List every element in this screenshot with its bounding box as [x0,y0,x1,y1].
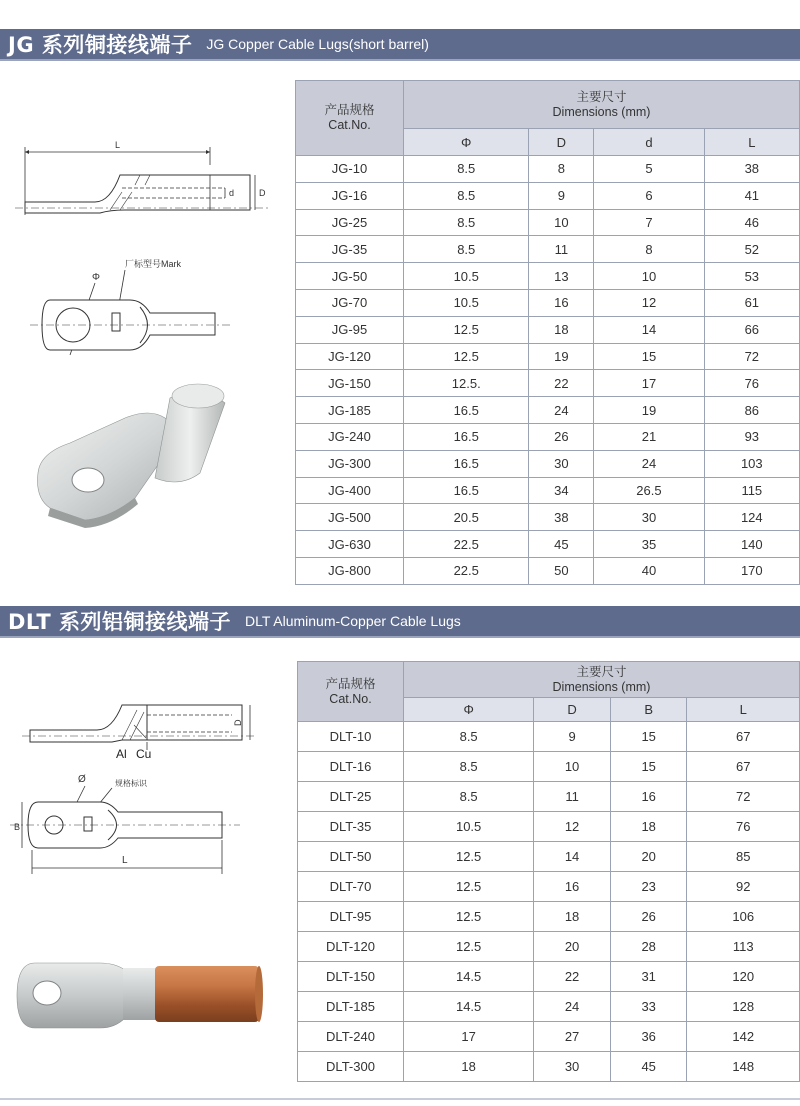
jg-cell-c4: 124 [704,504,799,531]
dlt-lug-photo [15,948,270,1038]
jg-cell-c1: 16.5 [404,397,529,424]
dlt-table-row [298,722,800,752]
dlt-cell-c1: 12.5 [404,902,534,932]
jg-table-row [296,531,800,558]
dlt-cell-c4: 113 [687,932,800,962]
dlt-col-L: L [687,698,800,722]
dlt-cell-c4: 142 [687,1022,800,1052]
jg-cell-c1: 16.5 [404,423,529,450]
jg-side-d-label: d [229,188,235,198]
dlt-cell-c4: 148 [687,1052,800,1082]
jg-cell-c4: 115 [704,477,799,504]
jg-cell-cat: JG-240 [296,423,404,450]
jg-cell-c2: 11 [529,236,594,263]
dlt-cell-c1: 12.5 [404,872,534,902]
jg-table-row [296,236,800,263]
jg-col-D: D [529,129,594,156]
dlt-cell-c1: 8.5 [404,752,534,782]
jg-cell-c2: 24 [529,397,594,424]
jg-cell-c1: 16.5 [404,450,529,477]
jg-cell-c2: 16 [529,289,594,316]
dlt-cell-c3: 26 [610,902,687,932]
jg-cell-c2: 18 [529,316,594,343]
jg-cell-cat: JG-70 [296,289,404,316]
jg-cell-cat: JG-300 [296,450,404,477]
jg-cell-c3: 7 [594,209,704,236]
dlt-cell-cat: DLT-300 [298,1052,404,1082]
jg-cell-c4: 41 [704,182,799,209]
page-bottom-rule [0,1098,800,1100]
jg-table-row [296,504,800,531]
jg-cell-cat: JG-630 [296,531,404,558]
dlt-table-row [298,782,800,812]
dlt-dim-header: 主要尺寸 Dimensions (mm) [404,662,800,698]
dlt-cell-c1: 17 [404,1022,534,1052]
jg-table-row [296,450,800,477]
jg-cell-c3: 8 [594,236,704,263]
dlt-title-en: DLT Aluminum-Copper Cable Lugs [244,613,461,629]
jg-cell-c4: 66 [704,316,799,343]
dlt-cell-cat: DLT-35 [298,812,404,842]
jg-cell-c4: 103 [704,450,799,477]
dlt-cell-c3: 31 [610,962,687,992]
jg-cell-cat: JG-16 [296,182,404,209]
jg-cell-c4: 46 [704,209,799,236]
jg-cell-c1: 12.5 [404,316,529,343]
dlt-cell-c4: 128 [687,992,800,1022]
jg-cell-c4: 86 [704,397,799,424]
jg-cell-c3: 6 [594,182,704,209]
jg-cell-c3: 35 [594,531,704,558]
jg-dim-header: 主要尺寸 Dimensions (mm) [404,81,800,129]
jg-cell-cat: JG-185 [296,397,404,424]
jg-cell-c3: 5 [594,156,704,183]
jg-phi-label: Φ [92,272,100,283]
dlt-al-label: Al [116,747,127,761]
jg-mark-label: 厂标型号Mark [125,259,181,269]
jg-side-D-label: D [259,188,266,198]
jg-cell-cat: JG-50 [296,263,404,290]
dlt-cell-cat: DLT-150 [298,962,404,992]
dlt-cell-c2: 18 [534,902,611,932]
jg-cell-cat: JG-500 [296,504,404,531]
jg-cell-c2: 38 [529,504,594,531]
jg-cell-c2: 13 [529,263,594,290]
jg-cell-cat: JG-120 [296,343,404,370]
jg-cell-c4: 170 [704,557,799,584]
dlt-cell-c2: 14 [534,842,611,872]
jg-cell-c4: 61 [704,289,799,316]
jg-table-row [296,557,800,584]
dlt-cell-c4: 85 [687,842,800,872]
jg-cell-c4: 93 [704,423,799,450]
jg-cell-c4: 76 [704,370,799,397]
dlt-cell-cat: DLT-10 [298,722,404,752]
jg-cell-c2: 34 [529,477,594,504]
jg-cell-cat: JG-10 [296,156,404,183]
dlt-cell-c3: 28 [610,932,687,962]
jg-table-row [296,343,800,370]
jg-cell-c3: 17 [594,370,704,397]
jg-spec-table [295,80,800,585]
dlt-col-phi: Φ [404,698,534,722]
dlt-cell-c3: 33 [610,992,687,1022]
dlt-mark-label: 规格标识 [115,779,147,788]
dlt-cell-cat: DLT-120 [298,932,404,962]
jg-cell-c3: 14 [594,316,704,343]
jg-cell-c2: 50 [529,557,594,584]
dlt-cell-c2: 9 [534,722,611,752]
jg-cell-c2: 30 [529,450,594,477]
jg-cell-c1: 22.5 [404,557,529,584]
dlt-cell-c3: 23 [610,872,687,902]
dlt-cell-c4: 106 [687,902,800,932]
jg-side-L-label: L [115,140,121,150]
jg-col-d: d [594,129,704,156]
dlt-title-cn: DLT 系列铝铜接线端子 [8,610,231,634]
jg-table-row [296,477,800,504]
jg-cell-c3: 26.5 [594,477,704,504]
dlt-cell-c4: 67 [687,722,800,752]
jg-table-row [296,263,800,290]
dlt-cell-c2: 24 [534,992,611,1022]
jg-cell-c1: 8.5 [404,209,529,236]
jg-title-en: JG Copper Cable Lugs(short barrel) [206,36,429,52]
dlt-cell-c1: 12.5 [404,842,534,872]
dlt-col-B: B [610,698,687,722]
jg-cell-c3: 19 [594,397,704,424]
jg-col-L: L [704,129,799,156]
dlt-cell-c3: 45 [610,1052,687,1082]
dlt-cell-cat: DLT-240 [298,1022,404,1052]
jg-cell-c3: 12 [594,289,704,316]
jg-cell-c1: 16.5 [404,477,529,504]
jg-cell-c1: 20.5 [404,504,529,531]
dlt-col-D: D [534,698,611,722]
jg-cell-c1: 12.5. [404,370,529,397]
jg-cell-c3: 40 [594,557,704,584]
jg-cell-c2: 10 [529,209,594,236]
jg-cell-cat: JG-25 [296,209,404,236]
jg-side-view-drawing [10,130,280,230]
dlt-top-view-drawing [10,770,250,880]
jg-cell-c2: 26 [529,423,594,450]
jg-table-row [296,397,800,424]
jg-table-row [296,289,800,316]
dlt-cell-cat: DLT-70 [298,872,404,902]
jg-cell-c1: 22.5 [404,531,529,558]
jg-cell-c3: 24 [594,450,704,477]
dlt-cell-c1: 8.5 [404,782,534,812]
jg-cell-c4: 53 [704,263,799,290]
dlt-table-row [298,752,800,782]
dlt-cell-c1: 14.5 [404,992,534,1022]
dlt-cell-c3: 16 [610,782,687,812]
dlt-table-row [298,1052,800,1082]
dlt-cell-c4: 120 [687,962,800,992]
jg-cell-c1: 8.5 [404,182,529,209]
dlt-phi-label: Ø [78,774,86,785]
dlt-cell-c2: 22 [534,962,611,992]
dlt-cell-c1: 12.5 [404,932,534,962]
dlt-table-row [298,962,800,992]
dlt-cell-c2: 16 [534,872,611,902]
dlt-section-header [0,606,800,638]
dlt-cell-c4: 67 [687,752,800,782]
dlt-cat-header: 产品规格 Cat.No. [298,662,404,722]
jg-top-view-drawing [30,255,260,365]
dlt-cell-cat: DLT-50 [298,842,404,872]
jg-cell-c2: 9 [529,182,594,209]
jg-table-row [296,156,800,183]
dlt-cell-c2: 10 [534,752,611,782]
jg-cell-c3: 15 [594,343,704,370]
dlt-cell-cat: DLT-25 [298,782,404,812]
jg-cell-c1: 8.5 [404,236,529,263]
dlt-cell-c4: 72 [687,782,800,812]
dlt-table-row [298,842,800,872]
dlt-cell-c1: 8.5 [404,722,534,752]
dlt-cell-c4: 92 [687,872,800,902]
dlt-cell-c2: 11 [534,782,611,812]
jg-cell-cat: JG-400 [296,477,404,504]
jg-cell-cat: JG-800 [296,557,404,584]
dlt-B-label: B [14,822,21,832]
dlt-table-row [298,812,800,842]
jg-cell-c4: 38 [704,156,799,183]
dlt-table-row [298,932,800,962]
jg-title-cn: JG 系列铜接线端子 [8,33,193,57]
dlt-cu-label: Cu [136,747,152,761]
jg-cell-c4: 140 [704,531,799,558]
jg-cell-c1: 8.5 [404,156,529,183]
dlt-cell-c2: 27 [534,1022,611,1052]
jg-cell-c2: 8 [529,156,594,183]
dlt-side-view-drawing [22,690,262,765]
jg-cell-c2: 22 [529,370,594,397]
jg-cell-c2: 45 [529,531,594,558]
jg-section-header [0,29,800,61]
dlt-cell-c1: 14.5 [404,962,534,992]
dlt-cell-c3: 18 [610,812,687,842]
jg-cell-c1: 10.5 [404,263,529,290]
jg-cell-cat: JG-150 [296,370,404,397]
dlt-cell-c1: 10.5 [404,812,534,842]
dlt-table-row [298,1022,800,1052]
dlt-spec-table [297,661,800,1082]
jg-table-row [296,370,800,397]
jg-cell-cat: JG-35 [296,236,404,263]
jg-cell-c3: 21 [594,423,704,450]
dlt-cell-c3: 20 [610,842,687,872]
jg-cell-c4: 52 [704,236,799,263]
jg-table-row [296,182,800,209]
dlt-cell-c4: 76 [687,812,800,842]
dlt-side-D-label: D [233,719,243,726]
dlt-cell-cat: DLT-95 [298,902,404,932]
jg-cell-c1: 12.5 [404,343,529,370]
dlt-table-row [298,902,800,932]
jg-cell-c3: 30 [594,504,704,531]
jg-cat-header: 产品规格 Cat.No. [296,81,404,156]
jg-cell-cat: JG-95 [296,316,404,343]
jg-cell-c1: 10.5 [404,289,529,316]
dlt-cell-c3: 15 [610,752,687,782]
dlt-cell-c3: 15 [610,722,687,752]
jg-cell-c4: 72 [704,343,799,370]
dlt-cell-c1: 18 [404,1052,534,1082]
dlt-cell-c2: 12 [534,812,611,842]
dlt-cell-c3: 36 [610,1022,687,1052]
dlt-cell-c2: 30 [534,1052,611,1082]
dlt-cell-cat: DLT-16 [298,752,404,782]
jg-lug-photo [30,378,250,533]
dlt-table-row [298,992,800,1022]
jg-table-row [296,209,800,236]
dlt-cell-cat: DLT-185 [298,992,404,1022]
jg-col-phi: Φ [404,129,529,156]
dlt-table-row [298,872,800,902]
jg-cell-c2: 19 [529,343,594,370]
dlt-cell-c2: 20 [534,932,611,962]
jg-table-row [296,423,800,450]
jg-table-row [296,316,800,343]
jg-cell-c3: 10 [594,263,704,290]
dlt-L-label: L [122,855,128,866]
